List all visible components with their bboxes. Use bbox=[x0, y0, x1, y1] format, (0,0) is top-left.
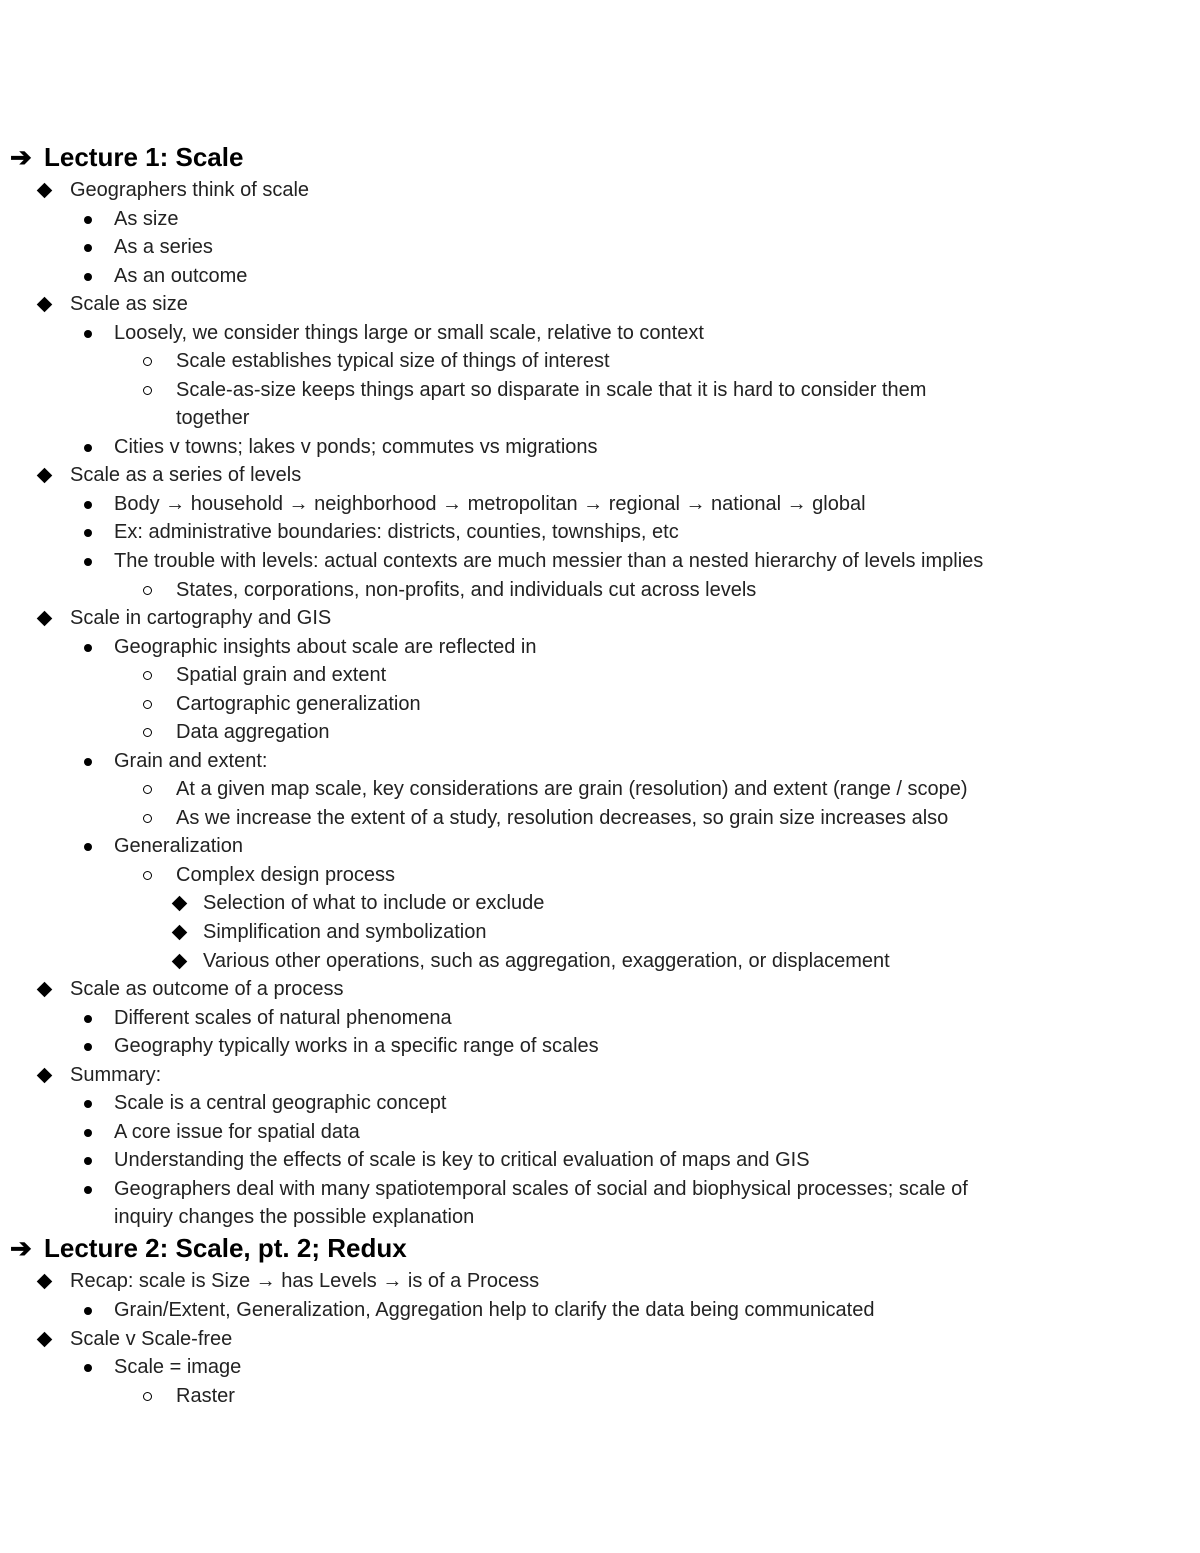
diamond-bullet-icon bbox=[37, 982, 53, 998]
outline-item bbox=[70, 176, 309, 205]
circle-bullet-icon bbox=[143, 728, 152, 737]
outline-item bbox=[70, 975, 343, 1004]
circle-bullet-icon bbox=[143, 386, 152, 395]
outline-item bbox=[114, 518, 679, 547]
lecture-heading bbox=[10, 140, 244, 174]
item-text: Loosely, we consider things large or small scale, relative to context bbox=[114, 322, 704, 344]
outline-item bbox=[114, 1146, 810, 1175]
circle-bullet-icon bbox=[143, 785, 152, 794]
item-text: Scale as a series of levels bbox=[70, 464, 302, 486]
outline-item bbox=[176, 347, 610, 376]
item-text: Spatial grain and extent bbox=[176, 664, 387, 686]
outline-item bbox=[176, 718, 329, 747]
heading-text: Lecture 1: Scale bbox=[44, 142, 244, 172]
item-text: As an outcome bbox=[114, 265, 248, 287]
outline-item bbox=[176, 661, 386, 690]
diamond-bullet-icon bbox=[172, 925, 188, 941]
item-text: inquiry changes the possible explanation bbox=[114, 1206, 475, 1228]
bullet-icon bbox=[84, 1015, 92, 1023]
outline-item bbox=[203, 947, 890, 976]
item-text: Simplification and symbolization bbox=[203, 921, 487, 943]
bullet-icon bbox=[84, 273, 92, 281]
outline-item bbox=[114, 1004, 452, 1033]
item-text: Raster bbox=[176, 1385, 235, 1407]
outline-item bbox=[203, 889, 544, 918]
outline-item bbox=[114, 1118, 360, 1147]
bullet-icon bbox=[84, 843, 92, 851]
diamond-bullet-icon bbox=[37, 1332, 53, 1348]
item-text: Recap: scale is Size → has Levels → is of a Process bbox=[70, 1270, 540, 1292]
outline-item bbox=[114, 832, 243, 861]
outline-item bbox=[114, 747, 267, 776]
circle-bullet-icon bbox=[143, 814, 152, 823]
item-text: Scale v Scale-free bbox=[70, 1328, 233, 1350]
item-text: A core issue for spatial data bbox=[114, 1121, 360, 1143]
item-text: Generalization bbox=[114, 835, 243, 857]
circle-bullet-icon bbox=[143, 1392, 152, 1401]
outline-item bbox=[176, 576, 756, 605]
item-text: Data aggregation bbox=[176, 721, 330, 743]
outline-item bbox=[114, 319, 704, 348]
outline-item bbox=[70, 1267, 539, 1296]
arrow-bullet-icon: ➔ bbox=[10, 1233, 32, 1263]
circle-bullet-icon bbox=[143, 700, 152, 709]
outline-item bbox=[114, 262, 247, 291]
item-text: Scale in cartography and GIS bbox=[70, 607, 332, 629]
outline-item bbox=[176, 861, 395, 890]
outline-item bbox=[114, 1089, 446, 1118]
outline-item bbox=[114, 490, 866, 519]
diamond-bullet-icon bbox=[172, 896, 188, 912]
outline-item bbox=[114, 547, 983, 576]
item-text: Scale as outcome of a process bbox=[70, 978, 344, 1000]
outline-item bbox=[203, 918, 486, 947]
item-text: Cities v towns; lakes v ponds; commutes vs migrations bbox=[114, 436, 598, 458]
bullet-icon bbox=[84, 644, 92, 652]
outline-item bbox=[70, 604, 331, 633]
bullet-icon bbox=[84, 1307, 92, 1315]
item-text: Scale as size bbox=[70, 293, 188, 315]
item-text: As a series bbox=[114, 236, 213, 258]
item-text: At a given map scale, key considerations are grain (resolution) and extent (range / scope) bbox=[176, 778, 968, 800]
outline-item bbox=[70, 1325, 232, 1354]
item-text: States, corporations, non-profits, and individuals cut across levels bbox=[176, 579, 757, 601]
circle-bullet-icon bbox=[143, 671, 152, 680]
bullet-icon bbox=[84, 1129, 92, 1137]
item-text: As size bbox=[114, 208, 179, 230]
item-text: Ex: administrative boundaries: districts, counties, townships, etc bbox=[114, 521, 679, 543]
outline-item bbox=[114, 1032, 599, 1061]
bullet-icon bbox=[84, 444, 92, 452]
item-text: Different scales of natural phenomena bbox=[114, 1007, 452, 1029]
bullet-icon bbox=[84, 330, 92, 338]
lecture-heading bbox=[10, 1231, 407, 1265]
diamond-bullet-icon bbox=[37, 468, 53, 484]
bullet-icon bbox=[84, 244, 92, 252]
diamond-bullet-icon bbox=[37, 183, 53, 199]
item-text: Scale = image bbox=[114, 1356, 242, 1378]
item-text: Summary: bbox=[70, 1064, 162, 1086]
outline-item bbox=[176, 775, 968, 804]
bullet-icon bbox=[84, 529, 92, 537]
outline-item bbox=[70, 290, 188, 319]
item-text: Scale is a central geographic concept bbox=[114, 1092, 447, 1114]
diamond-bullet-icon bbox=[37, 297, 53, 313]
outline-item bbox=[114, 1296, 874, 1325]
outline-item bbox=[114, 233, 213, 262]
bullet-icon bbox=[84, 1364, 92, 1372]
item-text: Scale establishes typical size of things of interest bbox=[176, 350, 610, 372]
item-text: Geographers think of scale bbox=[70, 179, 310, 201]
circle-bullet-icon bbox=[143, 871, 152, 880]
outline-item bbox=[176, 376, 926, 405]
item-text: Geographers deal with many spatiotemporal scales of social and biophysical processes; scale of bbox=[114, 1178, 968, 1200]
item-text: Cartographic generalization bbox=[176, 693, 421, 715]
outline-item bbox=[176, 1382, 235, 1411]
circle-bullet-icon bbox=[143, 357, 152, 366]
outline-item bbox=[176, 804, 948, 833]
bullet-icon bbox=[84, 558, 92, 566]
item-text: Grain and extent: bbox=[114, 750, 268, 772]
item-text: Geographic insights about scale are reflected in bbox=[114, 636, 537, 658]
outline-item bbox=[114, 633, 536, 662]
outline-item bbox=[114, 1353, 241, 1382]
bullet-icon bbox=[84, 1157, 92, 1165]
bullet-icon bbox=[84, 501, 92, 509]
outline-item bbox=[176, 404, 249, 433]
outline-item bbox=[70, 1061, 161, 1090]
diamond-bullet-icon bbox=[37, 611, 53, 627]
item-text: Scale-as-size keeps things apart so disparate in scale that it is hard to consider them bbox=[176, 379, 927, 401]
outline-item bbox=[114, 433, 598, 462]
bullet-icon bbox=[84, 1043, 92, 1051]
diamond-bullet-icon bbox=[37, 1068, 53, 1084]
item-text: Body → household → neighborhood → metropolitan → regional → national → global bbox=[114, 493, 866, 515]
arrow-bullet-icon: ➔ bbox=[10, 142, 32, 172]
outline-item bbox=[114, 1203, 474, 1232]
item-text: Understanding the effects of scale is key to critical evaluation of maps and GIS bbox=[114, 1149, 810, 1171]
outline-item bbox=[114, 205, 178, 234]
diamond-bullet-icon bbox=[172, 954, 188, 970]
bullet-icon bbox=[84, 1186, 92, 1194]
item-text: Various other operations, such as aggregation, exaggeration, or displacement bbox=[203, 950, 890, 972]
bullet-icon bbox=[84, 1100, 92, 1108]
item-text: Grain/Extent, Generalization, Aggregation help to clarify the data being communicated bbox=[114, 1299, 875, 1321]
item-text: Selection of what to include or exclude bbox=[203, 892, 545, 914]
item-text: Geography typically works in a specific range of scales bbox=[114, 1035, 599, 1057]
item-text: As we increase the extent of a study, resolution decreases, so grain size increases also bbox=[176, 807, 949, 829]
item-text: Complex design process bbox=[176, 864, 395, 886]
bullet-icon bbox=[84, 758, 92, 766]
item-text: together bbox=[176, 407, 250, 429]
diamond-bullet-icon bbox=[37, 1274, 53, 1290]
outline-item bbox=[70, 461, 301, 490]
outline-item bbox=[176, 690, 421, 719]
bullet-icon bbox=[84, 216, 92, 224]
heading-text: Lecture 2: Scale, pt. 2; Redux bbox=[44, 1233, 407, 1263]
circle-bullet-icon bbox=[143, 586, 152, 595]
outline-item bbox=[114, 1175, 968, 1204]
item-text: The trouble with levels: actual contexts are much messier than a nested hierarchy of levels implies bbox=[114, 550, 984, 572]
